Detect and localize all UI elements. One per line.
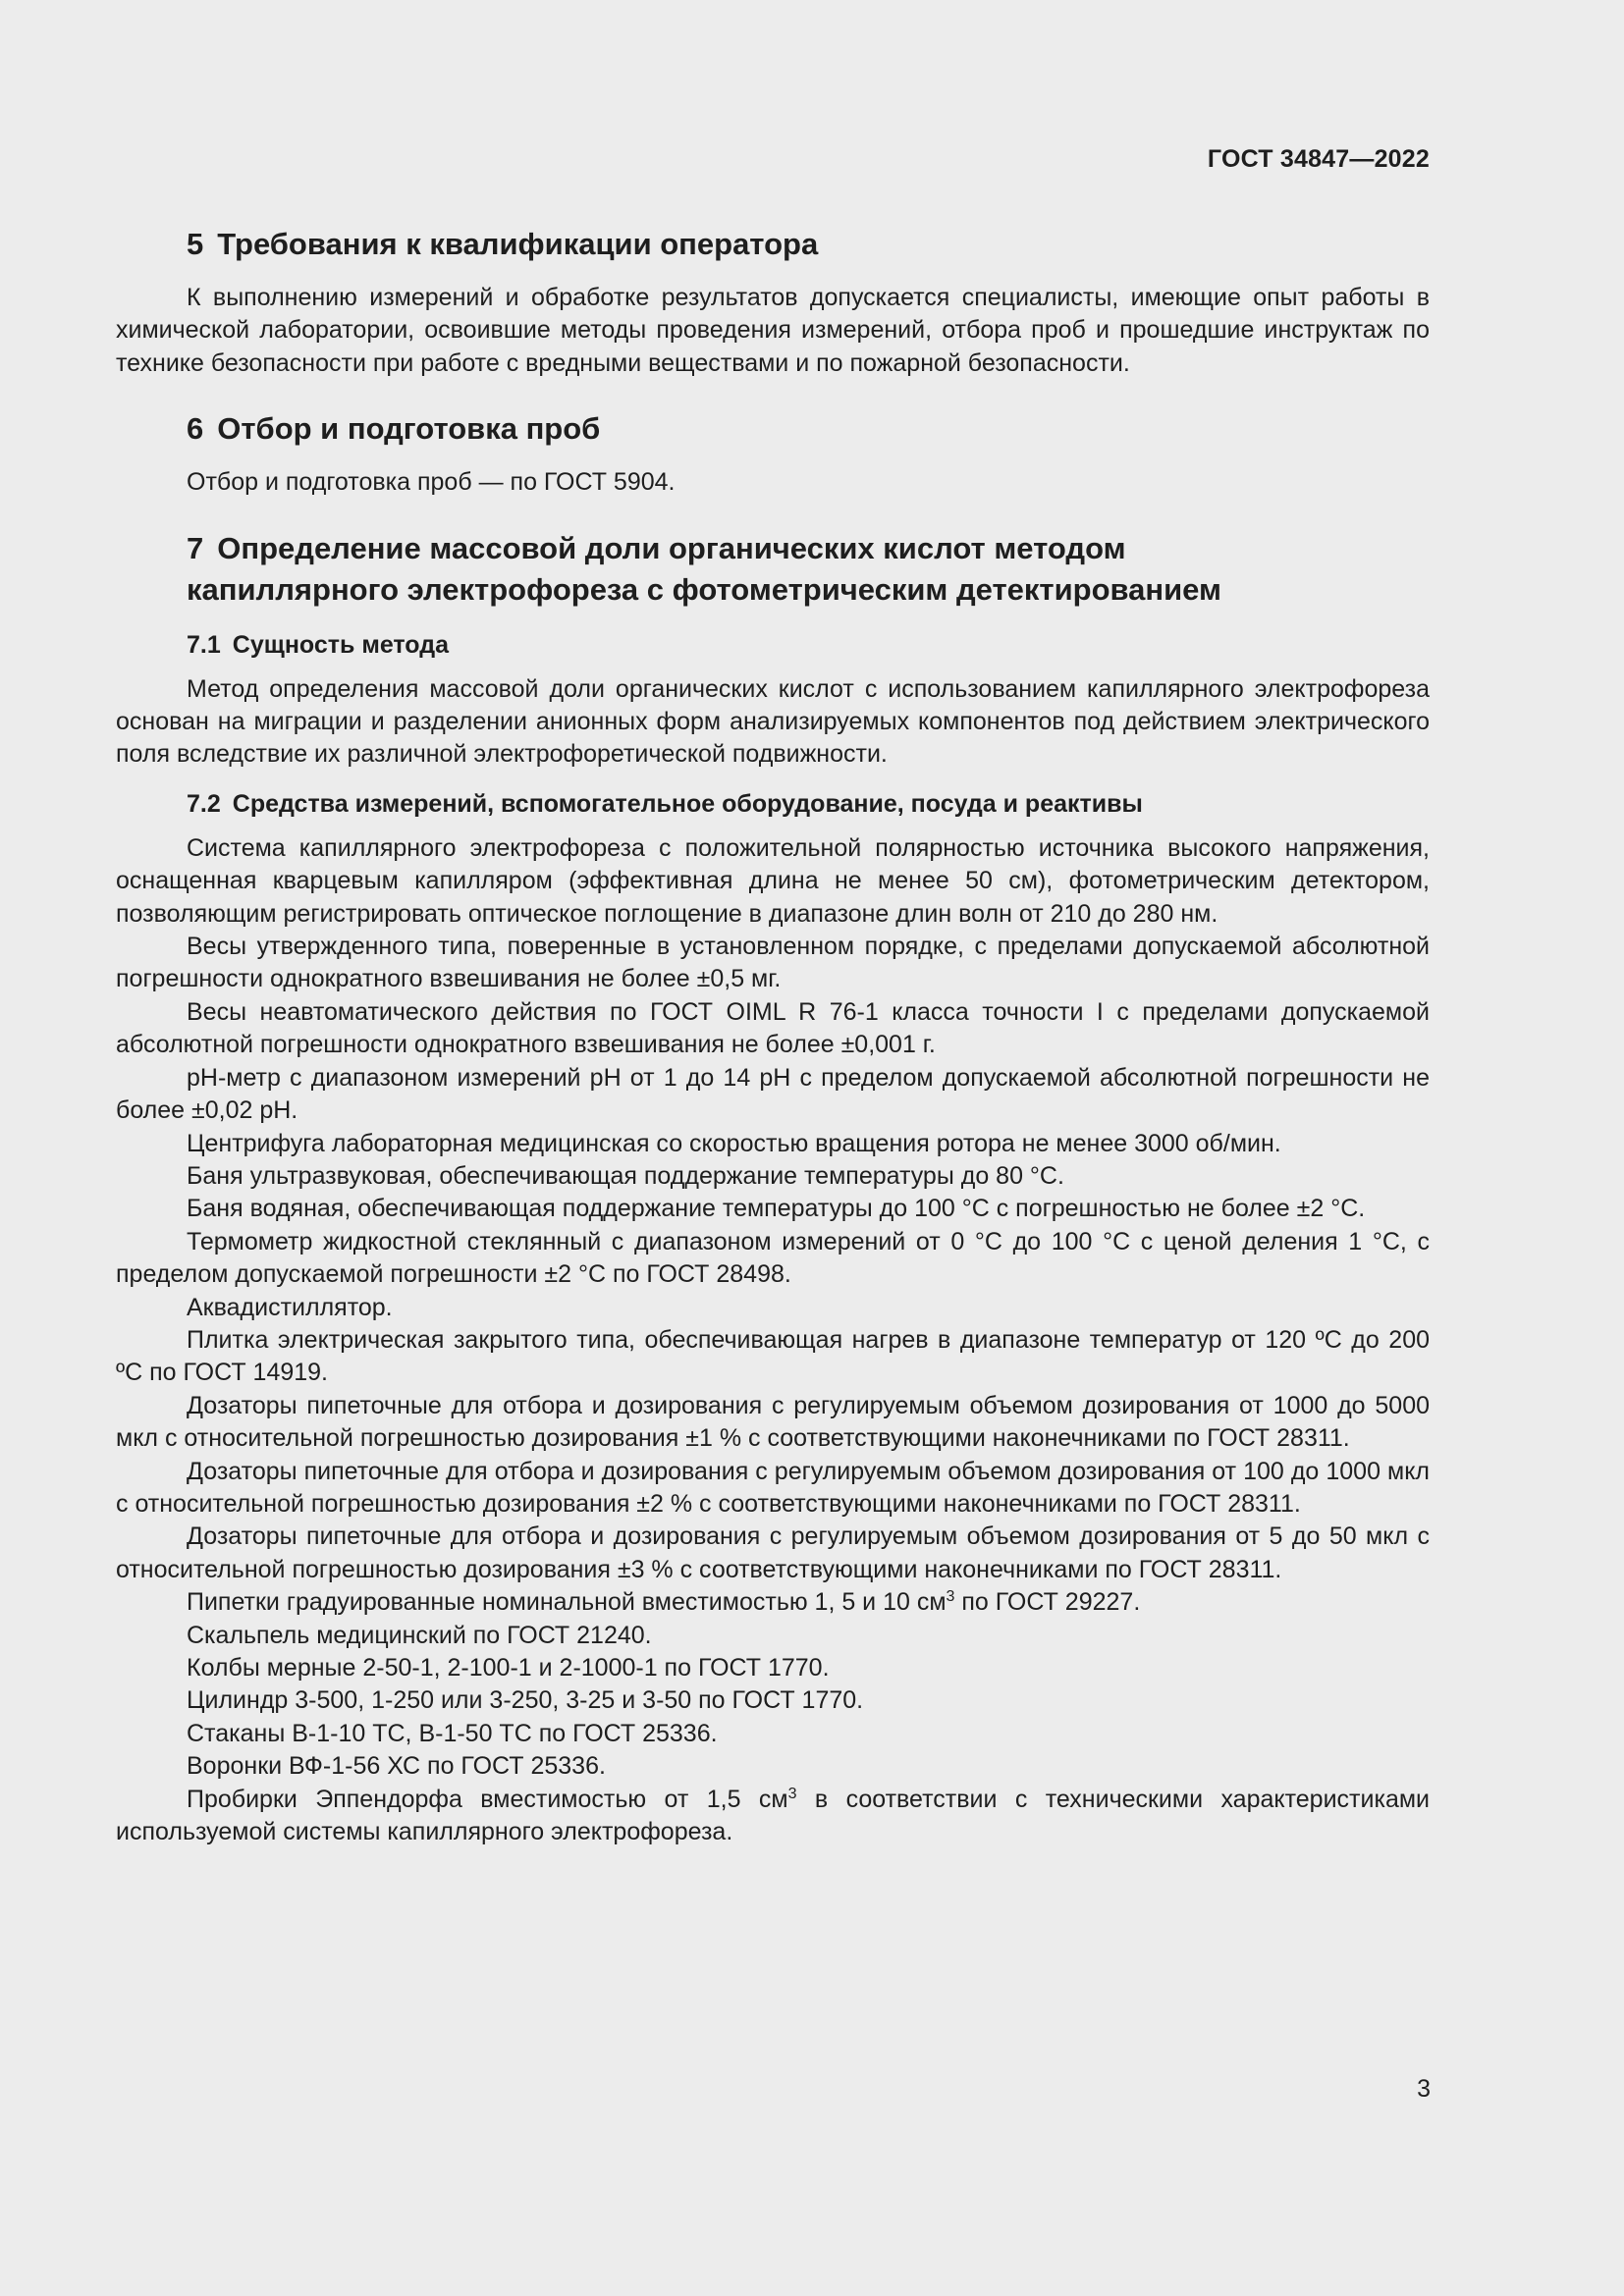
subsection-title: Средства измерений, вспомогательное оборудование, посуда и реактивы [232,789,1143,818]
section-6-heading [116,408,1430,450]
subsection-7-1-heading [116,628,1430,662]
equipment-item: Дозаторы пипеточные для отбора и дозирования с регулируемым объемом дозирования от 1000 до 5000 мкл с относительной погрешностью дозирования ±1 % с соответствующими наконечниками по ГОСТ 28311. [116,1391,1430,1453]
subsection-7-1-paragraph: Метод определения массовой доли органических кислот с использованием капиллярного электрофореза основан на миграции и разделении анионных форм анализируемых компонентов под действием электрического поля вследствие их различной электрофоретической подвижности. [116,674,1430,769]
section-7-heading [116,528,1430,611]
superscript: 3 [946,1588,955,1606]
section-title: Требования к квалификации оператора [217,227,819,261]
equipment-item: Баня водяная, обеспечивающая поддержание температуры до 100 °С с погрешностью не более ±2 °С. [187,1195,1366,1223]
section-number: 6 [187,411,204,447]
superscript: 3 [787,1785,797,1802]
section-number: 7 [187,530,204,565]
page-number: 3 [1417,2075,1431,2103]
section-5-paragraph: К выполнению измерений и обработке результатов допускается специалисты, имеющие опыт работы в химической лаборатории, освоившие методы проведения измерений, отбора проб и прошедшие инструктаж по технике безопасности при работе с вредными веществами и по пожарной безопасности. [116,284,1430,377]
section-title-line-1: Определение массовой доли органических кислот методом [217,530,1126,565]
equipment-item: рН-метр с диапазоном измерений pH от 1 до 14 pH с пределом допускаемой абсолютной погрешности не более ±0,02 pH. [116,1063,1430,1125]
section-number: 5 [187,227,204,261]
equipment-item: Колбы мерные 2-50-1, 2-100-1 и 2-1000-1 по ГОСТ 1770. [187,1654,830,1682]
item-text: Пробирки Эппендорфа вместимостью от 1,5 см [187,1785,788,1813]
equipment-item: Плитка электрическая закрытого типа, обеспечивающая нагрев в диапазоне температур от 120 ºС до 200 ºС по ГОСТ 14919. [116,1325,1430,1387]
subsection-7-2-heading [116,787,1430,821]
subsection-number: 7.1 [187,630,221,659]
equipment-item-tubes [116,1784,1430,1849]
document-id-header: ГОСТ 34847—2022 [1207,145,1430,173]
section-6-paragraph: Отбор и подготовка проб — по ГОСТ 5904. [187,468,676,497]
subsection-number: 7.2 [187,789,221,818]
item-text: по ГОСТ 29227. [954,1588,1141,1617]
section-title: Отбор и подготовка проб [217,411,601,447]
equipment-item: Баня ультразвуковая, обеспечивающая поддержание температуры до 80 °С. [187,1161,1064,1190]
equipment-item-pipettes [116,1586,1430,1619]
equipment-item: Весы неавтоматического действия по ГОСТ OIML R 76-1 класса точности I с пределами допускаемой абсолютной погрешности однократного взвешивания не более ±0,001 г. [116,997,1430,1059]
section-5-heading [116,224,1430,265]
section-title-line-2: капиллярного электрофореза с фотометрическим детектированием [187,571,1221,607]
item-text: в соответствии с техническими характеристиками используемой системы капиллярного электрофореза. [116,1785,1430,1846]
equipment-item: Дозаторы пипеточные для отбора и дозирования с регулируемым объемом дозирования от 5 до 50 мкл с относительной погрешностью дозирования ±3 % с соответствующими наконечниками по ГОСТ 28311. [116,1522,1430,1583]
equipment-item: Цилиндр 3-500, 1-250 или 3-250, 3-25 и 3-50 по ГОСТ 1770. [187,1686,864,1715]
equipment-item: Термометр жидкостной стеклянный с диапазоном измерений от 0 °С до 100 °С с ценой деления 1 °С, с пределом допускаемой погрешности ±2 °С по ГОСТ 28498. [116,1227,1430,1289]
equipment-item: Дозаторы пипеточные для отбора и дозирования с регулируемым объемом дозирования от 100 до 1000 мкл с относительной погрешностью дозирования ±2 % с соответствующими наконечниками по ГОСТ 28311. [116,1457,1430,1518]
item-text: Пипетки градуированные номинальной вместимостью 1, 5 и 10 см [187,1588,947,1617]
equipment-item: Аквадистиллятор. [187,1293,393,1321]
equipment-item: Центрифуга лабораторная медицинская со скоростью вращения ротора не менее 3000 об/мин. [187,1129,1281,1157]
equipment-item: Воронки ВФ-1-56 ХС по ГОСТ 25336. [187,1752,606,1781]
equipment-item: Скальпель медицинский по ГОСТ 21240. [187,1621,652,1649]
page-content [116,224,1430,1848]
equipment-item: Весы утвержденного типа, поверенные в установленном порядке, с пределами допускаемой абсолютной погрешности однократного взвешивания не более ±0,5 мг. [116,933,1430,993]
equipment-item: Система капиллярного электрофореза с положительной полярностью источника высокого напряжения, оснащенная кварцевым капилляром (эффективная длина не менее 50 см), фотометрическим детектором, позволяющим регистрировать оптическое поглощение в диапазоне длин волн от 210 до 280 нм. [116,833,1430,928]
subsection-title: Сущность метода [232,630,450,659]
equipment-item: Стаканы В-1-10 ТС, В-1-50 ТС по ГОСТ 25336. [187,1719,718,1747]
